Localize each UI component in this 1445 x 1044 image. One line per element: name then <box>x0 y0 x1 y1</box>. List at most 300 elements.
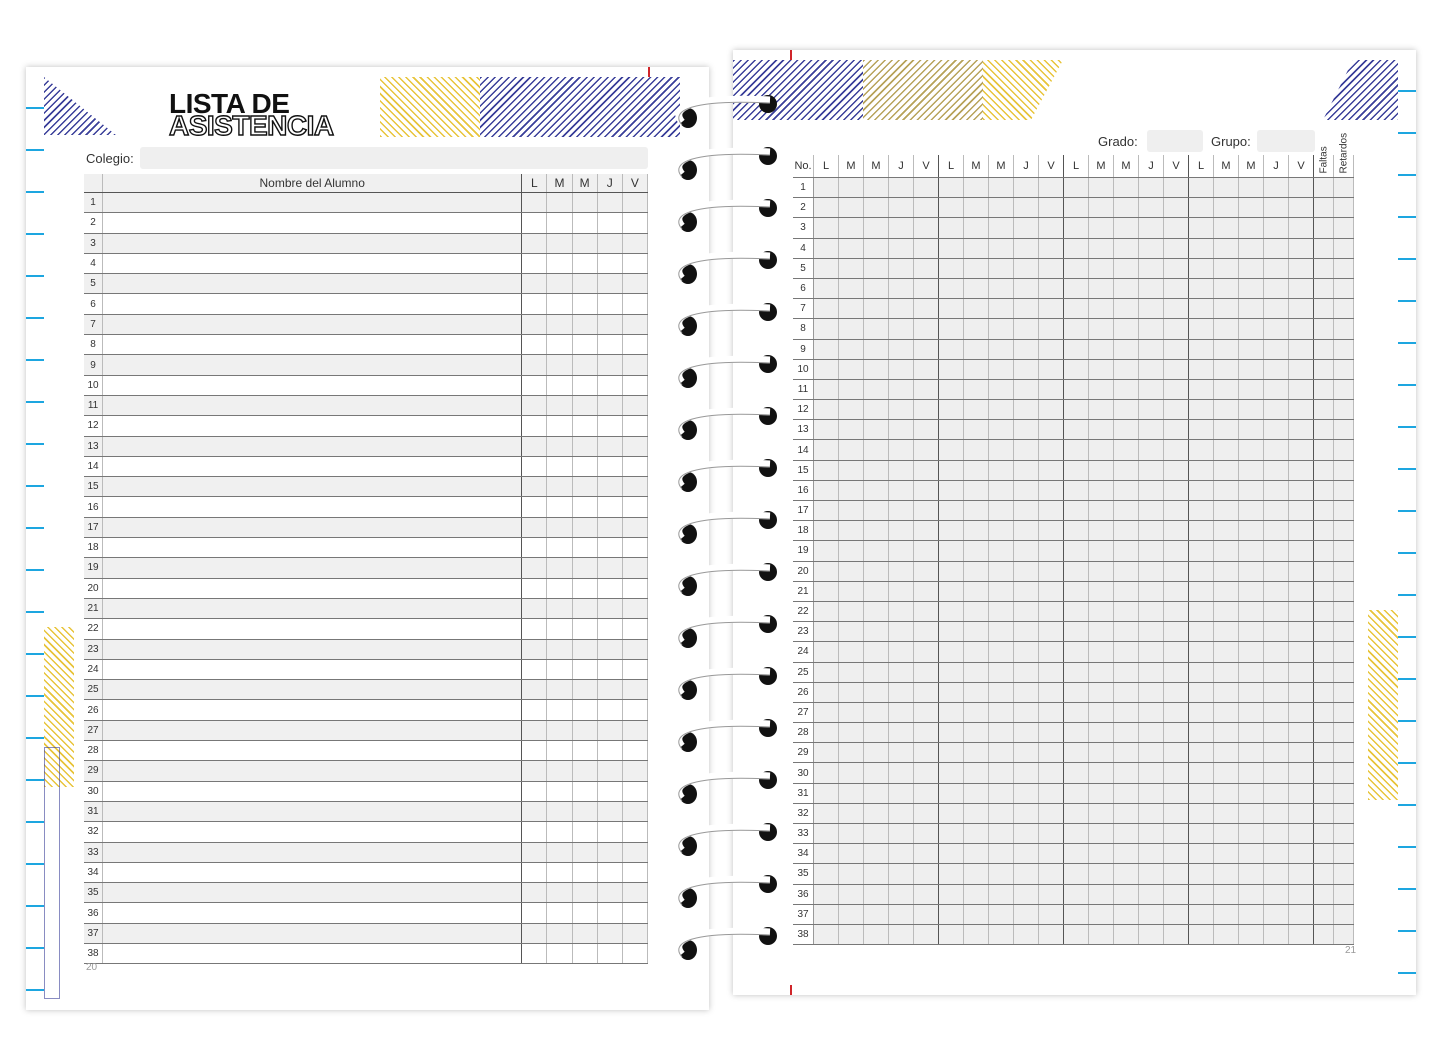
attendance-cell[interactable] <box>1039 258 1064 278</box>
attendance-cell[interactable] <box>1014 178 1039 198</box>
attendance-cell[interactable] <box>597 416 622 436</box>
faltas-cell[interactable] <box>1314 400 1334 420</box>
attendance-cell[interactable] <box>1239 480 1264 500</box>
attendance-cell[interactable] <box>547 741 572 761</box>
retardos-cell[interactable] <box>1334 723 1354 743</box>
attendance-cell[interactable] <box>1089 480 1114 500</box>
attendance-cell[interactable] <box>522 497 547 517</box>
attendance-cell[interactable] <box>1214 601 1239 621</box>
attendance-cell[interactable] <box>1064 743 1089 763</box>
attendance-cell[interactable] <box>814 501 839 521</box>
attendance-cell[interactable] <box>1089 581 1114 601</box>
attendance-cell[interactable] <box>1214 218 1239 238</box>
attendance-cell[interactable] <box>597 680 622 700</box>
attendance-cell[interactable] <box>547 193 572 213</box>
attendance-cell[interactable] <box>597 335 622 355</box>
attendance-cell[interactable] <box>889 218 914 238</box>
attendance-cell[interactable] <box>1114 541 1139 561</box>
attendance-cell[interactable] <box>1064 501 1089 521</box>
attendance-cell[interactable] <box>864 319 889 339</box>
attendance-cell[interactable] <box>839 299 864 319</box>
attendance-cell[interactable] <box>964 743 989 763</box>
attendance-cell[interactable] <box>1239 359 1264 379</box>
attendance-cell[interactable] <box>1114 581 1139 601</box>
attendance-cell[interactable] <box>914 541 939 561</box>
retardos-cell[interactable] <box>1334 864 1354 884</box>
attendance-cell[interactable] <box>1264 824 1289 844</box>
attendance-cell[interactable] <box>1114 379 1139 399</box>
attendance-cell[interactable] <box>1114 904 1139 924</box>
attendance-cell[interactable] <box>914 198 939 218</box>
attendance-cell[interactable] <box>864 460 889 480</box>
attendance-cell[interactable] <box>914 480 939 500</box>
attendance-cell[interactable] <box>964 400 989 420</box>
attendance-cell[interactable] <box>572 578 597 598</box>
attendance-cell[interactable] <box>939 904 964 924</box>
attendance-cell[interactable] <box>1189 319 1214 339</box>
attendance-cell[interactable] <box>622 923 647 943</box>
attendance-cell[interactable] <box>1089 864 1114 884</box>
attendance-cell[interactable] <box>1039 218 1064 238</box>
attendance-cell[interactable] <box>1114 278 1139 298</box>
attendance-cell[interactable] <box>1014 702 1039 722</box>
student-name-cell[interactable] <box>103 822 522 842</box>
attendance-cell[interactable] <box>1139 339 1164 359</box>
attendance-cell[interactable] <box>1014 601 1039 621</box>
attendance-cell[interactable] <box>989 723 1014 743</box>
attendance-cell[interactable] <box>1089 702 1114 722</box>
attendance-cell[interactable] <box>1239 904 1264 924</box>
attendance-cell[interactable] <box>597 598 622 618</box>
attendance-cell[interactable] <box>1064 480 1089 500</box>
attendance-cell[interactable] <box>522 294 547 314</box>
attendance-cell[interactable] <box>1264 319 1289 339</box>
attendance-cell[interactable] <box>1039 884 1064 904</box>
attendance-cell[interactable] <box>939 601 964 621</box>
attendance-cell[interactable] <box>622 193 647 213</box>
attendance-cell[interactable] <box>522 213 547 233</box>
attendance-cell[interactable] <box>1089 460 1114 480</box>
attendance-cell[interactable] <box>597 720 622 740</box>
attendance-cell[interactable] <box>889 521 914 541</box>
attendance-cell[interactable] <box>622 538 647 558</box>
attendance-cell[interactable] <box>1289 924 1314 944</box>
attendance-cell[interactable] <box>1014 561 1039 581</box>
attendance-cell[interactable] <box>914 359 939 379</box>
attendance-cell[interactable] <box>1164 561 1189 581</box>
attendance-cell[interactable] <box>1089 763 1114 783</box>
attendance-cell[interactable] <box>1189 924 1214 944</box>
attendance-cell[interactable] <box>1264 198 1289 218</box>
attendance-cell[interactable] <box>1189 844 1214 864</box>
attendance-cell[interactable] <box>1164 803 1189 823</box>
attendance-cell[interactable] <box>914 642 939 662</box>
attendance-cell[interactable] <box>839 581 864 601</box>
attendance-cell[interactable] <box>1189 379 1214 399</box>
attendance-cell[interactable] <box>597 781 622 801</box>
attendance-cell[interactable] <box>572 538 597 558</box>
attendance-cell[interactable] <box>1039 723 1064 743</box>
attendance-cell[interactable] <box>1039 440 1064 460</box>
attendance-cell[interactable] <box>1114 299 1139 319</box>
attendance-cell[interactable] <box>572 233 597 253</box>
attendance-cell[interactable] <box>1064 723 1089 743</box>
attendance-cell[interactable] <box>1089 521 1114 541</box>
student-name-cell[interactable] <box>103 233 522 253</box>
attendance-cell[interactable] <box>1064 622 1089 642</box>
attendance-cell[interactable] <box>989 601 1014 621</box>
attendance-cell[interactable] <box>622 456 647 476</box>
attendance-cell[interactable] <box>597 294 622 314</box>
attendance-cell[interactable] <box>989 400 1014 420</box>
attendance-cell[interactable] <box>1139 743 1164 763</box>
attendance-cell[interactable] <box>889 400 914 420</box>
attendance-cell[interactable] <box>1014 501 1039 521</box>
attendance-cell[interactable] <box>939 763 964 783</box>
attendance-cell[interactable] <box>1139 601 1164 621</box>
attendance-cell[interactable] <box>1289 238 1314 258</box>
attendance-cell[interactable] <box>1289 702 1314 722</box>
attendance-cell[interactable] <box>1064 884 1089 904</box>
attendance-cell[interactable] <box>522 558 547 578</box>
attendance-cell[interactable] <box>1014 198 1039 218</box>
attendance-cell[interactable] <box>839 379 864 399</box>
attendance-cell[interactable] <box>864 379 889 399</box>
attendance-cell[interactable] <box>1064 359 1089 379</box>
attendance-cell[interactable] <box>839 400 864 420</box>
attendance-cell[interactable] <box>1039 702 1064 722</box>
attendance-cell[interactable] <box>989 178 1014 198</box>
attendance-cell[interactable] <box>547 477 572 497</box>
attendance-cell[interactable] <box>622 517 647 537</box>
attendance-cell[interactable] <box>1264 561 1289 581</box>
attendance-cell[interactable] <box>622 700 647 720</box>
attendance-cell[interactable] <box>989 521 1014 541</box>
attendance-cell[interactable] <box>547 598 572 618</box>
attendance-cell[interactable] <box>1089 561 1114 581</box>
attendance-cell[interactable] <box>1139 662 1164 682</box>
student-name-cell[interactable] <box>103 355 522 375</box>
attendance-cell[interactable] <box>1014 581 1039 601</box>
attendance-cell[interactable] <box>814 460 839 480</box>
attendance-cell[interactable] <box>989 824 1014 844</box>
attendance-cell[interactable] <box>839 622 864 642</box>
attendance-cell[interactable] <box>1239 581 1264 601</box>
attendance-cell[interactable] <box>1189 278 1214 298</box>
faltas-cell[interactable] <box>1314 299 1334 319</box>
attendance-cell[interactable] <box>814 258 839 278</box>
attendance-cell[interactable] <box>1039 924 1064 944</box>
attendance-cell[interactable] <box>889 278 914 298</box>
attendance-cell[interactable] <box>1164 238 1189 258</box>
attendance-cell[interactable] <box>572 477 597 497</box>
attendance-cell[interactable] <box>989 622 1014 642</box>
attendance-cell[interactable] <box>1289 904 1314 924</box>
faltas-cell[interactable] <box>1314 379 1334 399</box>
attendance-cell[interactable] <box>1139 218 1164 238</box>
attendance-cell[interactable] <box>1114 480 1139 500</box>
attendance-cell[interactable] <box>1239 198 1264 218</box>
attendance-cell[interactable] <box>1114 601 1139 621</box>
attendance-cell[interactable] <box>1239 460 1264 480</box>
attendance-cell[interactable] <box>597 801 622 821</box>
attendance-cell[interactable] <box>1239 601 1264 621</box>
attendance-cell[interactable] <box>1039 743 1064 763</box>
attendance-cell[interactable] <box>1264 521 1289 541</box>
attendance-cell[interactable] <box>1089 440 1114 460</box>
attendance-cell[interactable] <box>864 682 889 702</box>
attendance-cell[interactable] <box>1014 763 1039 783</box>
attendance-cell[interactable] <box>989 258 1014 278</box>
attendance-cell[interactable] <box>1164 460 1189 480</box>
attendance-cell[interactable] <box>1139 400 1164 420</box>
attendance-cell[interactable] <box>1064 702 1089 722</box>
attendance-cell[interactable] <box>939 884 964 904</box>
attendance-cell[interactable] <box>522 639 547 659</box>
attendance-cell[interactable] <box>1114 763 1139 783</box>
faltas-cell[interactable] <box>1314 803 1334 823</box>
attendance-cell[interactable] <box>1039 783 1064 803</box>
attendance-cell[interactable] <box>889 339 914 359</box>
attendance-cell[interactable] <box>1239 662 1264 682</box>
attendance-cell[interactable] <box>547 355 572 375</box>
attendance-cell[interactable] <box>597 923 622 943</box>
attendance-cell[interactable] <box>1239 723 1264 743</box>
attendance-cell[interactable] <box>814 803 839 823</box>
attendance-cell[interactable] <box>864 238 889 258</box>
attendance-cell[interactable] <box>547 720 572 740</box>
attendance-cell[interactable] <box>1089 601 1114 621</box>
attendance-cell[interactable] <box>1239 521 1264 541</box>
attendance-cell[interactable] <box>547 294 572 314</box>
attendance-cell[interactable] <box>914 400 939 420</box>
attendance-cell[interactable] <box>1139 178 1164 198</box>
student-name-cell[interactable] <box>103 659 522 679</box>
attendance-cell[interactable] <box>1264 400 1289 420</box>
attendance-cell[interactable] <box>1089 622 1114 642</box>
attendance-cell[interactable] <box>1114 218 1139 238</box>
attendance-cell[interactable] <box>572 598 597 618</box>
attendance-cell[interactable] <box>1264 440 1289 460</box>
attendance-cell[interactable] <box>1164 783 1189 803</box>
attendance-cell[interactable] <box>889 763 914 783</box>
attendance-cell[interactable] <box>989 319 1014 339</box>
attendance-cell[interactable] <box>622 598 647 618</box>
attendance-cell[interactable] <box>572 517 597 537</box>
attendance-cell[interactable] <box>964 319 989 339</box>
attendance-cell[interactable] <box>839 844 864 864</box>
student-name-cell[interactable] <box>103 639 522 659</box>
attendance-cell[interactable] <box>1189 460 1214 480</box>
attendance-cell[interactable] <box>1164 359 1189 379</box>
attendance-cell[interactable] <box>1139 359 1164 379</box>
retardos-cell[interactable] <box>1334 662 1354 682</box>
attendance-cell[interactable] <box>1114 460 1139 480</box>
attendance-cell[interactable] <box>814 440 839 460</box>
attendance-cell[interactable] <box>1139 379 1164 399</box>
attendance-cell[interactable] <box>622 943 647 963</box>
attendance-cell[interactable] <box>597 213 622 233</box>
attendance-cell[interactable] <box>1114 420 1139 440</box>
student-name-cell[interactable] <box>103 598 522 618</box>
attendance-cell[interactable] <box>572 700 597 720</box>
attendance-cell[interactable] <box>1014 480 1039 500</box>
attendance-cell[interactable] <box>864 844 889 864</box>
attendance-cell[interactable] <box>572 213 597 233</box>
attendance-cell[interactable] <box>1089 541 1114 561</box>
attendance-cell[interactable] <box>522 395 547 415</box>
attendance-cell[interactable] <box>814 702 839 722</box>
attendance-cell[interactable] <box>622 497 647 517</box>
attendance-cell[interactable] <box>522 680 547 700</box>
attendance-cell[interactable] <box>1039 662 1064 682</box>
attendance-cell[interactable] <box>547 781 572 801</box>
attendance-cell[interactable] <box>839 662 864 682</box>
attendance-cell[interactable] <box>597 538 622 558</box>
attendance-cell[interactable] <box>622 375 647 395</box>
attendance-cell[interactable] <box>622 558 647 578</box>
attendance-cell[interactable] <box>964 501 989 521</box>
attendance-cell[interactable] <box>1039 824 1064 844</box>
attendance-cell[interactable] <box>1089 178 1114 198</box>
attendance-cell[interactable] <box>914 682 939 702</box>
student-name-cell[interactable] <box>103 213 522 233</box>
attendance-cell[interactable] <box>622 781 647 801</box>
attendance-cell[interactable] <box>914 601 939 621</box>
attendance-cell[interactable] <box>989 662 1014 682</box>
attendance-cell[interactable] <box>939 723 964 743</box>
attendance-cell[interactable] <box>839 783 864 803</box>
attendance-cell[interactable] <box>914 319 939 339</box>
attendance-cell[interactable] <box>1039 501 1064 521</box>
attendance-cell[interactable] <box>1264 702 1289 722</box>
attendance-cell[interactable] <box>547 923 572 943</box>
attendance-cell[interactable] <box>989 904 1014 924</box>
attendance-cell[interactable] <box>1039 803 1064 823</box>
attendance-cell[interactable] <box>1089 420 1114 440</box>
attendance-cell[interactable] <box>1264 662 1289 682</box>
attendance-cell[interactable] <box>1189 702 1214 722</box>
attendance-cell[interactable] <box>597 822 622 842</box>
student-name-cell[interactable] <box>103 497 522 517</box>
attendance-cell[interactable] <box>572 720 597 740</box>
attendance-cell[interactable] <box>1289 339 1314 359</box>
attendance-cell[interactable] <box>839 178 864 198</box>
attendance-cell[interactable] <box>1214 904 1239 924</box>
attendance-cell[interactable] <box>1289 783 1314 803</box>
attendance-cell[interactable] <box>547 619 572 639</box>
attendance-cell[interactable] <box>1114 682 1139 702</box>
attendance-cell[interactable] <box>1089 844 1114 864</box>
attendance-cell[interactable] <box>1164 339 1189 359</box>
attendance-cell[interactable] <box>939 501 964 521</box>
attendance-cell[interactable] <box>1089 258 1114 278</box>
attendance-cell[interactable] <box>1114 339 1139 359</box>
attendance-cell[interactable] <box>889 723 914 743</box>
attendance-cell[interactable] <box>1289 198 1314 218</box>
student-name-cell[interactable] <box>103 578 522 598</box>
attendance-cell[interactable] <box>1089 379 1114 399</box>
faltas-cell[interactable] <box>1314 743 1334 763</box>
attendance-cell[interactable] <box>522 416 547 436</box>
attendance-cell[interactable] <box>814 480 839 500</box>
attendance-cell[interactable] <box>572 314 597 334</box>
attendance-cell[interactable] <box>1164 864 1189 884</box>
attendance-cell[interactable] <box>522 456 547 476</box>
attendance-cell[interactable] <box>1014 440 1039 460</box>
attendance-cell[interactable] <box>1239 783 1264 803</box>
attendance-cell[interactable] <box>1239 622 1264 642</box>
attendance-cell[interactable] <box>1264 763 1289 783</box>
attendance-cell[interactable] <box>522 822 547 842</box>
attendance-cell[interactable] <box>1164 379 1189 399</box>
attendance-cell[interactable] <box>914 440 939 460</box>
attendance-cell[interactable] <box>939 521 964 541</box>
faltas-cell[interactable] <box>1314 824 1334 844</box>
attendance-cell[interactable] <box>1239 844 1264 864</box>
attendance-cell[interactable] <box>914 622 939 642</box>
attendance-cell[interactable] <box>1214 924 1239 944</box>
attendance-cell[interactable] <box>1239 824 1264 844</box>
attendance-cell[interactable] <box>889 379 914 399</box>
attendance-cell[interactable] <box>1189 763 1214 783</box>
attendance-cell[interactable] <box>889 904 914 924</box>
attendance-cell[interactable] <box>1189 480 1214 500</box>
attendance-cell[interactable] <box>597 558 622 578</box>
attendance-cell[interactable] <box>1239 561 1264 581</box>
attendance-cell[interactable] <box>839 480 864 500</box>
attendance-cell[interactable] <box>914 379 939 399</box>
attendance-cell[interactable] <box>1064 299 1089 319</box>
attendance-cell[interactable] <box>1214 501 1239 521</box>
faltas-cell[interactable] <box>1314 783 1334 803</box>
attendance-cell[interactable] <box>1189 723 1214 743</box>
attendance-cell[interactable] <box>1189 440 1214 460</box>
attendance-cell[interactable] <box>1064 904 1089 924</box>
attendance-cell[interactable] <box>914 723 939 743</box>
retardos-cell[interactable] <box>1334 844 1354 864</box>
attendance-cell[interactable] <box>889 258 914 278</box>
faltas-cell[interactable] <box>1314 258 1334 278</box>
attendance-cell[interactable] <box>864 642 889 662</box>
attendance-cell[interactable] <box>1039 460 1064 480</box>
attendance-cell[interactable] <box>597 862 622 882</box>
attendance-cell[interactable] <box>1064 541 1089 561</box>
attendance-cell[interactable] <box>939 299 964 319</box>
attendance-cell[interactable] <box>1289 803 1314 823</box>
attendance-cell[interactable] <box>1114 319 1139 339</box>
attendance-cell[interactable] <box>814 379 839 399</box>
attendance-cell[interactable] <box>914 521 939 541</box>
attendance-cell[interactable] <box>939 420 964 440</box>
student-name-cell[interactable] <box>103 395 522 415</box>
attendance-cell[interactable] <box>1139 480 1164 500</box>
student-name-cell[interactable] <box>103 862 522 882</box>
student-name-cell[interactable] <box>103 700 522 720</box>
student-name-cell[interactable] <box>103 720 522 740</box>
attendance-cell[interactable] <box>1289 682 1314 702</box>
attendance-cell[interactable] <box>1139 440 1164 460</box>
attendance-cell[interactable] <box>572 395 597 415</box>
faltas-cell[interactable] <box>1314 238 1334 258</box>
attendance-cell[interactable] <box>1114 238 1139 258</box>
attendance-cell[interactable] <box>1089 824 1114 844</box>
attendance-cell[interactable] <box>914 178 939 198</box>
attendance-cell[interactable] <box>1164 622 1189 642</box>
attendance-cell[interactable] <box>547 436 572 456</box>
attendance-cell[interactable] <box>864 198 889 218</box>
attendance-cell[interactable] <box>889 682 914 702</box>
